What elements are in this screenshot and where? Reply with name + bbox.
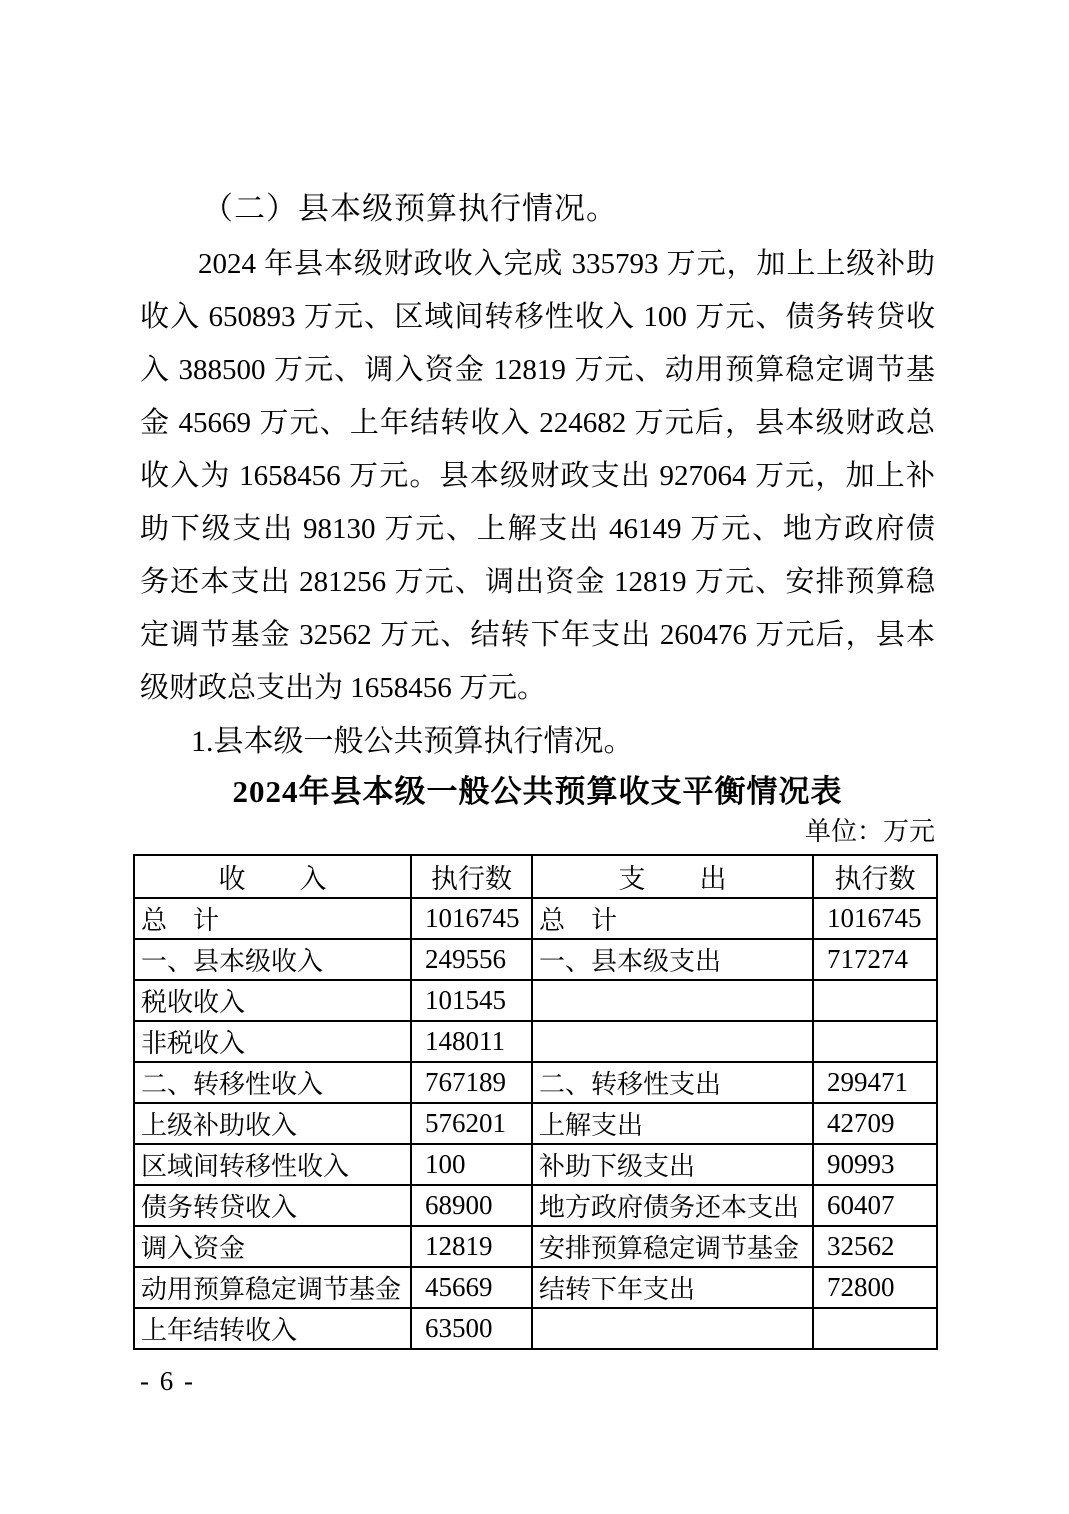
item-label-cell: 一、县本级收入: [134, 939, 411, 980]
table-row: [134, 1308, 937, 1349]
paragraph-line: 务还本支出 281256 万元、调出资金 12819 万元、安排预算稳: [140, 566, 935, 598]
value-cell: 63500: [411, 1308, 532, 1349]
unit-note: 单位：万元: [804, 817, 935, 846]
table-title: 2024年县本级一般公共预算收支平衡情况表: [232, 774, 843, 809]
value-cell: 45669: [411, 1267, 532, 1308]
section-heading: （二）县本级预算执行情况。: [202, 191, 618, 226]
item-label-cell: [532, 980, 813, 1021]
paragraph-line: 定调节基金 32562 万元、结转下年支出 260476 万元后，县本: [140, 619, 935, 651]
value-cell: 100: [411, 1144, 532, 1185]
value-cell: 576201: [411, 1103, 532, 1144]
value-cell: 32562: [813, 1226, 937, 1267]
item-label-cell: 税收收入: [134, 980, 411, 1021]
table-header: [134, 855, 937, 898]
item-label-cell: 总 计: [134, 898, 411, 939]
table-row: [134, 1226, 937, 1267]
item-label-cell: 总 计: [532, 898, 813, 939]
table-row: [134, 939, 937, 980]
item-label-cell: 安排预算稳定调节基金: [532, 1226, 813, 1267]
value-cell: 42709: [813, 1103, 937, 1144]
value-cell: 1016745: [813, 898, 937, 939]
paragraph-line: 入 388500 万元、调入资金 12819 万元、动用预算稳定调节基: [140, 354, 935, 386]
value-cell: [813, 1308, 937, 1349]
item-label-cell: 结转下年支出: [532, 1267, 813, 1308]
table-row: [134, 1185, 937, 1226]
col-header-expenditure-amount: 执行数: [813, 855, 937, 898]
item-label-cell: 上解支出: [532, 1103, 813, 1144]
body-paragraph: [140, 238, 935, 715]
item-label-cell: 非税收入: [134, 1021, 411, 1062]
table-row: [134, 980, 937, 1021]
paragraph-line: 助下级支出 98130 万元、上解支出 46149 万元、地方政府债: [140, 513, 935, 545]
table-header-row: [134, 855, 937, 898]
table-body: [134, 898, 937, 1349]
budget-balance-table: [133, 854, 938, 1350]
item-label-cell: 区域间转移性收入: [134, 1144, 411, 1185]
item-label-cell: 债务转贷收入: [134, 1185, 411, 1226]
value-cell: 101545: [411, 980, 532, 1021]
value-cell: 72800: [813, 1267, 937, 1308]
subsection-heading: 1.县本级一般公共预算执行情况。: [191, 725, 634, 758]
value-cell: 60407: [813, 1185, 937, 1226]
value-cell: 90993: [813, 1144, 937, 1185]
value-cell: 767189: [411, 1062, 532, 1103]
table-row: [134, 1062, 937, 1103]
table-row: [134, 1267, 937, 1308]
paragraph-line: 金 45669 万元、上年结转收入 224682 万元后，县本级财政总: [140, 407, 935, 439]
item-label-cell: 上级补助收入: [134, 1103, 411, 1144]
item-label-cell: [532, 1308, 813, 1349]
col-header-income-amount: 执行数: [411, 855, 532, 898]
paragraph-line: 2024 年县本级财政收入完成 335793 万元，加上上级补助: [198, 248, 935, 280]
item-label-cell: 二、转移性收入: [134, 1062, 411, 1103]
page-number: - 6 -: [140, 1366, 195, 1396]
item-label-cell: 调入资金: [134, 1226, 411, 1267]
table-row: [134, 1103, 937, 1144]
item-label-cell: 补助下级支出: [532, 1144, 813, 1185]
col-header-expenditure: 支 出: [532, 855, 813, 898]
table-row: [134, 1144, 937, 1185]
table-row: [134, 898, 937, 939]
value-cell: 1016745: [411, 898, 532, 939]
value-cell: 68900: [411, 1185, 532, 1226]
value-cell: 249556: [411, 939, 532, 980]
value-cell: 12819: [411, 1226, 532, 1267]
page-content: [140, 0, 935, 1350]
paragraph-line: 收入 650893 万元、区域间转移性收入 100 万元、债务转贷收: [140, 301, 935, 333]
value-cell: [813, 980, 937, 1021]
value-cell: [813, 1021, 937, 1062]
paragraph-line: 收入为 1658456 万元。县本级财政支出 927064 万元，加上补: [140, 460, 935, 492]
col-header-income: 收 入: [134, 855, 411, 898]
value-cell: 148011: [411, 1021, 532, 1062]
item-label-cell: 上年结转收入: [134, 1308, 411, 1349]
value-cell: 717274: [813, 939, 937, 980]
item-label-cell: 动用预算稳定调节基金: [134, 1267, 411, 1308]
item-label-cell: [532, 1021, 813, 1062]
table-row: [134, 1021, 937, 1062]
paragraph-line: 级财政总支出为 1658456 万元。: [140, 672, 547, 704]
value-cell: 299471: [813, 1062, 937, 1103]
item-label-cell: 二、转移性支出: [532, 1062, 813, 1103]
item-label-cell: 一、县本级支出: [532, 939, 813, 980]
item-label-cell: 地方政府债务还本支出: [532, 1185, 813, 1226]
